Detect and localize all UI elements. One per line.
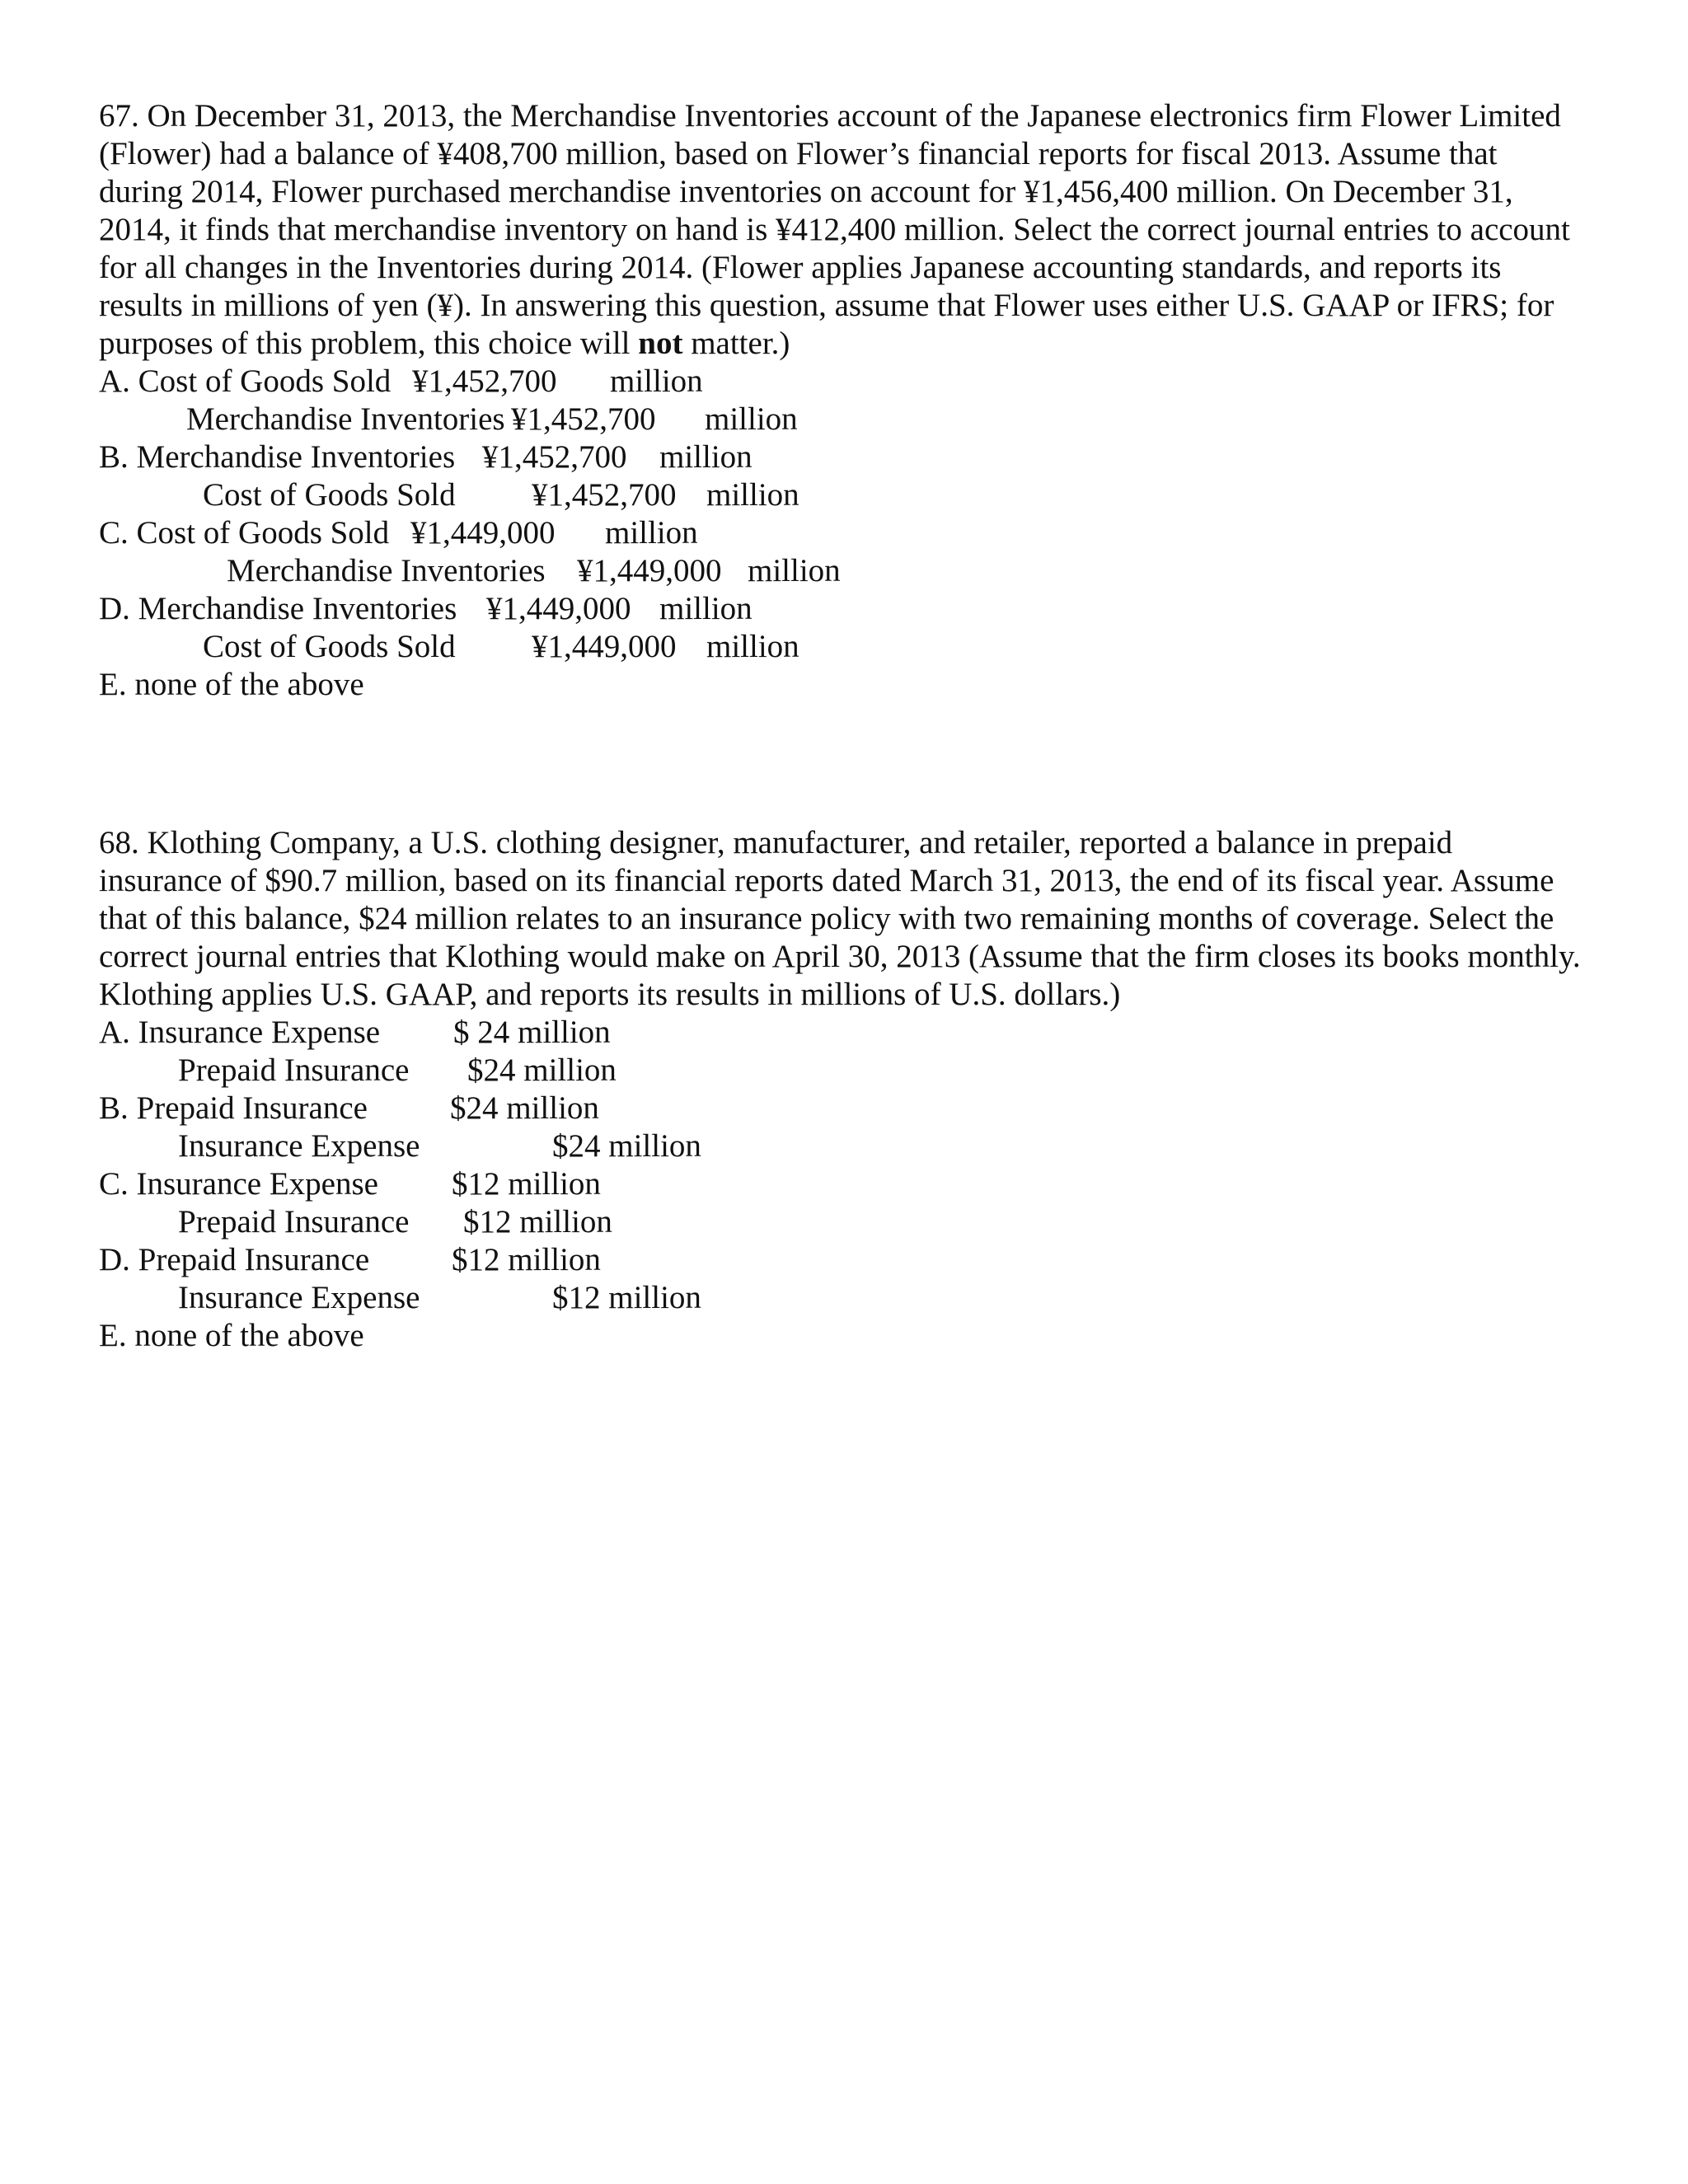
debit-account: A. Cost of Goods Sold [99, 363, 392, 399]
option-d-debit-line [99, 1241, 1582, 1279]
debit-account: A. Insurance Expense [99, 1015, 381, 1050]
debit-account: C. Cost of Goods Sold [99, 515, 390, 551]
option-e-line [99, 666, 1582, 704]
debit-unit: million [659, 591, 753, 626]
stem-text: 68. Klothing Company, a U.S. clothing designer, manufacturer, and retailer, reported a balance in prepaid insurance of $90.7 million, based on its financial reports dated March 31, 2013, the end of its fiscal year. Assume that of this balance, $24 million relates to an insurance policy with two remaining months of coverage. Select the correct journal entries that Klothing would make on April 30, 2013 (Assume that the firm closes its books monthly. Klothing applies U.S. GAAP, and reports its results in millions of U.S. dollars.) [99, 825, 1581, 1012]
debit-amount: ¥1,452,700 [482, 439, 627, 475]
credit-account: Merchandise Inventories [186, 401, 505, 437]
credit-account: Cost of Goods Sold [203, 477, 456, 513]
credit-amount: ¥1,452,700 [532, 477, 677, 513]
credit-amount: ¥1,449,000 [577, 553, 722, 588]
credit-amount: $24 million [552, 1128, 701, 1164]
credit-unit: million [748, 553, 841, 588]
credit-unit: million [706, 477, 799, 513]
option-e: E. none of the above [99, 1318, 364, 1353]
stem-text: 67. On December 31, 2013, the Merchandise Inventories account of the Japanese electronics firm Flower Limited (Flower) had a balance of ¥408,700 million, based on Flower’s financial reports for fiscal 2013. Assume that during 2014, Flower purchased merchandise inventories on account for ¥1,456,400 million. On December 31, 2014, it finds that merchandise inventory on hand is ¥412,400 million. Select the correct journal entries to account for all changes in the Inventories during 2014. (Flower applies Japanese accounting standards, and reports its results in millions of yen (¥). In answering this question, assume that Flower uses either U.S. GAAP or IFRS; for purposes of this problem, this choice will [99, 98, 1570, 361]
debit-account: B. Merchandise Inventories [99, 439, 456, 475]
debit-account: C. Insurance Expense [99, 1166, 378, 1202]
debit-amount: $12 million [452, 1166, 601, 1202]
debit-amount: $ 24 million [453, 1015, 611, 1050]
option-b-debit-line [99, 1090, 1582, 1127]
option-b-credit-line [99, 476, 1582, 514]
option-a-debit-line [99, 1014, 1582, 1052]
credit-account: Cost of Goods Sold [203, 629, 456, 664]
option-d-credit-line [99, 1279, 1582, 1317]
question-stem [99, 97, 1582, 363]
credit-amount: ¥1,452,700 [511, 401, 656, 437]
stem-text-end: matter.) [682, 326, 790, 361]
credit-amount: ¥1,449,000 [532, 629, 677, 664]
debit-account: B. Prepaid Insurance [99, 1090, 368, 1126]
option-c-debit-line [99, 1165, 1582, 1203]
debit-account: D. Prepaid Insurance [99, 1242, 370, 1277]
credit-unit: million [705, 401, 798, 437]
debit-amount: ¥1,452,700 [412, 363, 557, 399]
debit-amount: ¥1,449,000 [410, 515, 556, 551]
credit-amount: $12 million [552, 1280, 701, 1315]
stem-emphasis: not [638, 326, 683, 361]
credit-account: Merchandise Inventories [227, 553, 546, 588]
credit-account: Insurance Expense [178, 1280, 420, 1315]
option-a-credit-line [99, 401, 1582, 438]
question-stem [99, 824, 1582, 1014]
option-c-credit-line [99, 552, 1582, 590]
debit-amount: $12 million [452, 1242, 601, 1277]
credit-account: Prepaid Insurance [178, 1052, 410, 1088]
option-e: E. none of the above [99, 667, 364, 702]
debit-amount: ¥1,449,000 [486, 591, 631, 626]
question-67 [99, 97, 1582, 704]
debit-unit: million [605, 515, 698, 551]
credit-unit: million [706, 629, 799, 664]
option-d-debit-line [99, 590, 1582, 628]
option-a-credit-line [99, 1052, 1582, 1090]
option-c-debit-line [99, 514, 1582, 552]
debit-unit: million [610, 363, 703, 399]
debit-unit: million [659, 439, 753, 475]
credit-amount: $12 million [463, 1204, 612, 1240]
credit-account: Insurance Expense [178, 1128, 420, 1164]
option-b-credit-line [99, 1127, 1582, 1165]
option-c-credit-line [99, 1203, 1582, 1241]
credit-amount: $24 million [467, 1052, 617, 1088]
debit-amount: $24 million [450, 1090, 599, 1126]
option-e-line [99, 1317, 1582, 1355]
credit-account: Prepaid Insurance [178, 1204, 410, 1240]
question-68 [99, 824, 1582, 1355]
option-a-debit-line [99, 363, 1582, 401]
option-d-credit-line [99, 628, 1582, 666]
debit-account: D. Merchandise Inventories [99, 591, 457, 626]
option-b-debit-line [99, 438, 1582, 476]
